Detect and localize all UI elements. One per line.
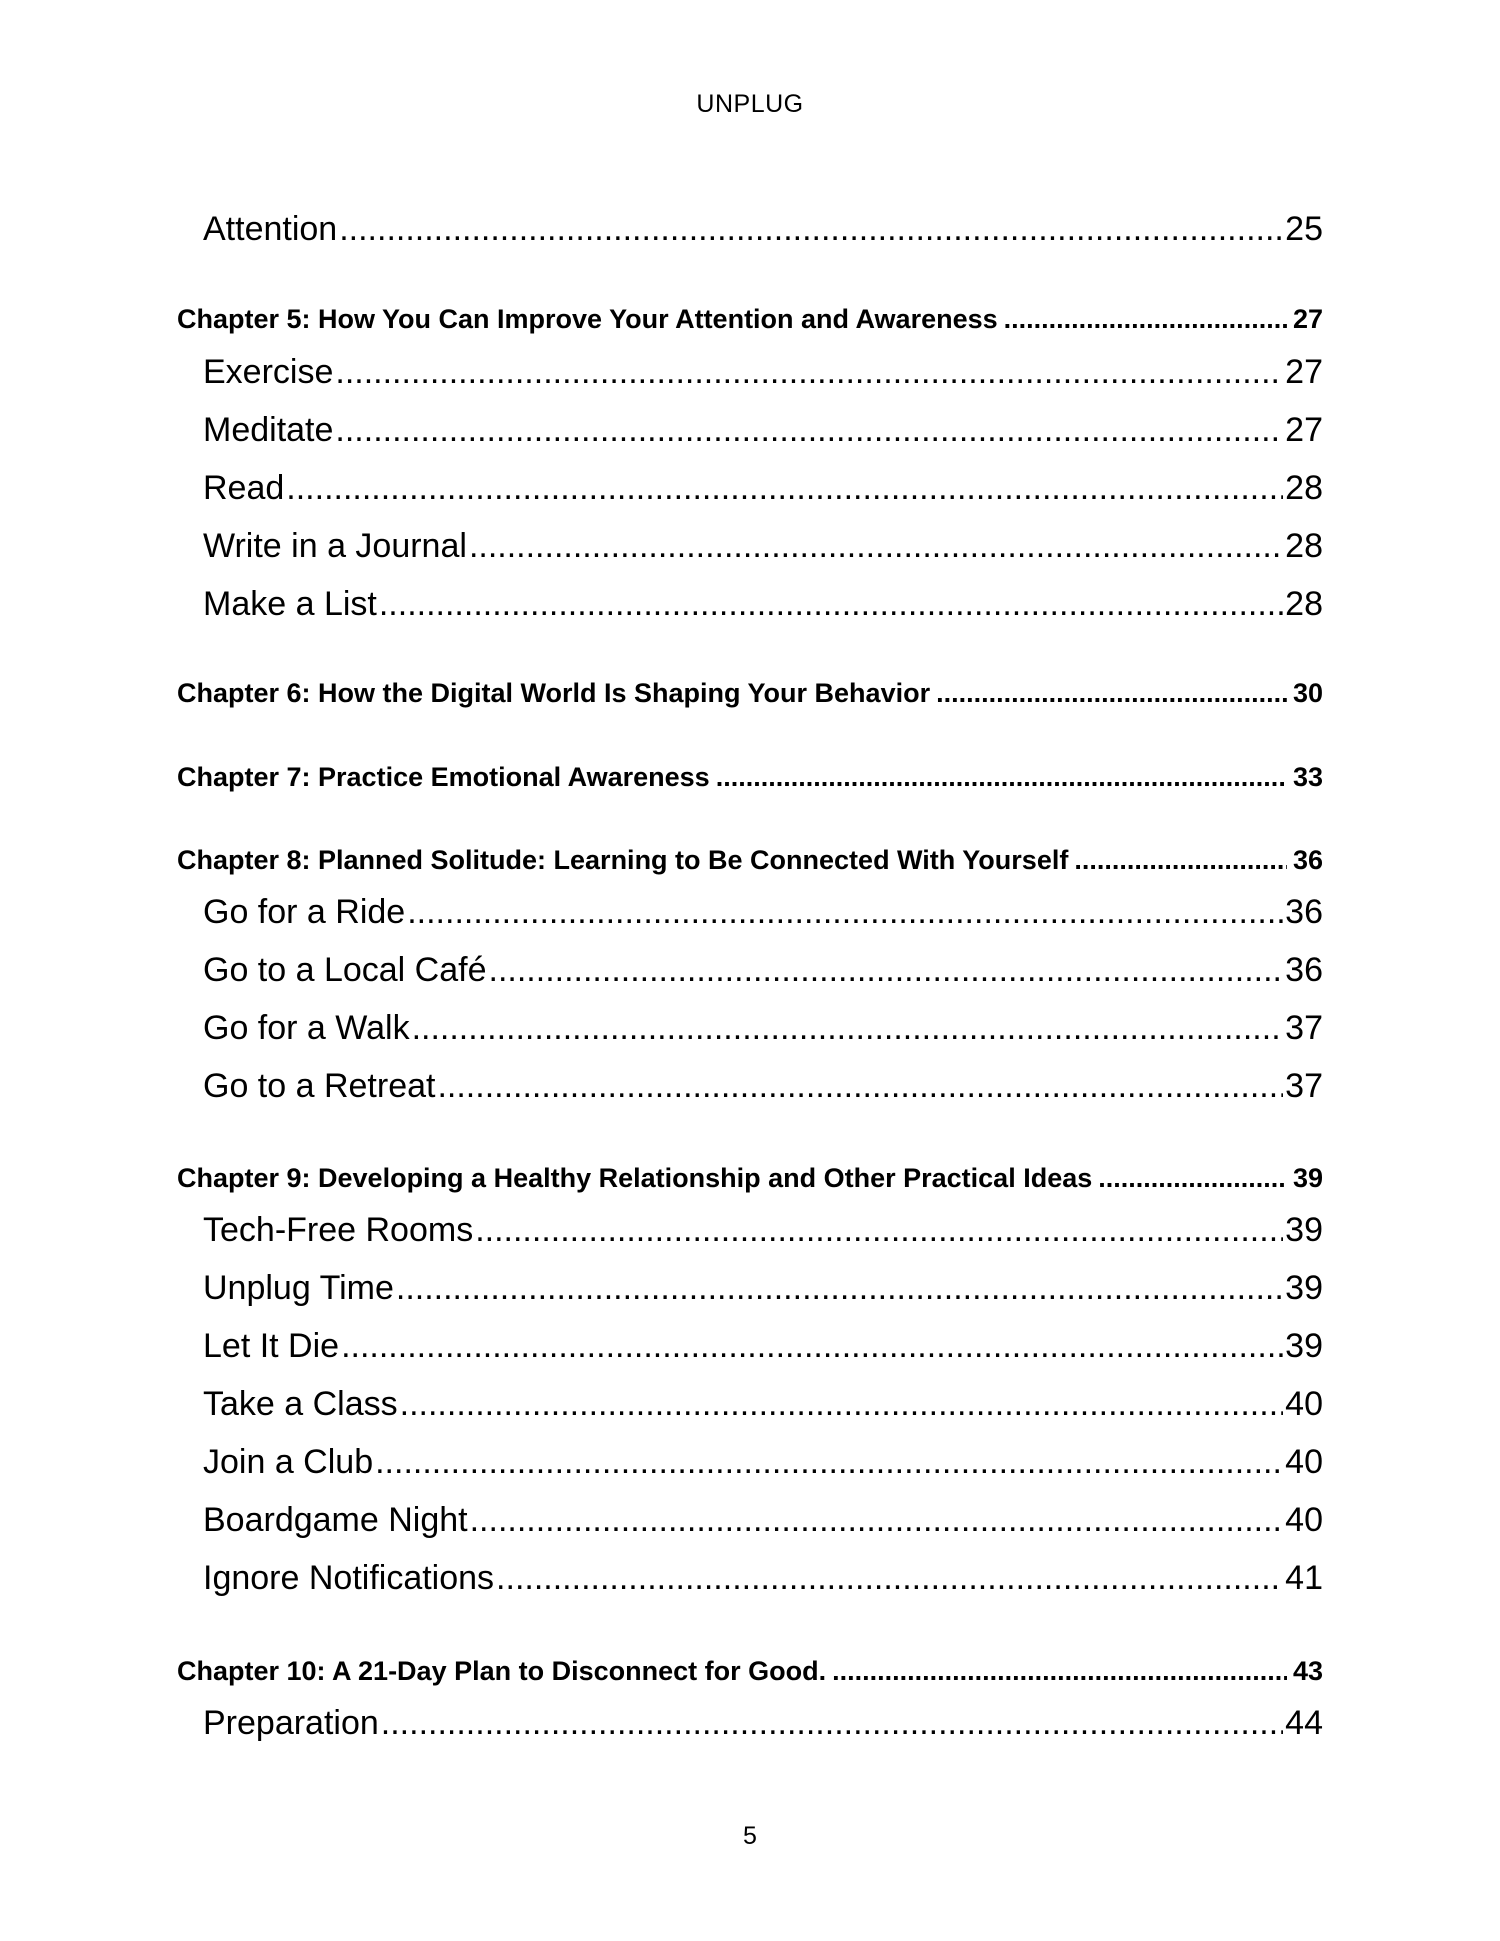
toc-entry-title: Chapter 10: A 21-Day Plan to Disconnect for Good. [177,1656,827,1686]
toc-entry-page: 28 [1285,527,1323,565]
toc-entry-title: Go to a Local Café [203,951,487,989]
page-number: 5 [743,1822,757,1850]
toc-entry-title: Go for a Walk [203,1009,410,1047]
toc-entry-title: Make a List [203,585,377,623]
toc-entry-page: 37 [1285,1067,1323,1105]
dot-leader [335,353,1283,392]
toc-entry-page: 36 [1285,893,1323,931]
toc-entry-title: Chapter 9: Developing a Healthy Relationship and Other Practical Ideas [177,1163,1093,1193]
toc-entry-page: 39 [1292,1163,1323,1193]
toc-chapter-entry [177,762,1323,793]
toc-chapter-entry [177,304,1323,335]
toc-entry [203,210,1323,249]
dot-leader [400,1385,1284,1424]
toc-entry-title: Go for a Ride [203,893,406,931]
toc-chapter-entry [177,1656,1323,1687]
dot-leader [470,1501,1284,1540]
dot-leader [475,1211,1283,1250]
toc-entry [203,1009,1323,1048]
toc-entry [203,1704,1323,1743]
dot-leader [335,411,1283,450]
toc-entry [203,1327,1323,1366]
toc-entry-title: Attention [203,210,338,248]
toc-entry-title: Go to a Retreat [203,1067,436,1105]
toc-entry [203,951,1323,990]
dot-leader [832,1656,1287,1687]
dot-leader [469,527,1283,566]
toc-entry-title: Preparation [203,1704,379,1742]
toc-entry-page: 27 [1285,411,1323,449]
toc-entry-page: 28 [1285,585,1323,623]
toc-entry [203,1501,1323,1540]
toc-entry [203,893,1323,932]
dot-leader [1074,845,1287,876]
toc-entry-page: 27 [1285,353,1323,391]
dot-leader [716,762,1287,793]
toc-entry-title: Take a Class [203,1385,398,1423]
toc-entry-title: Boardgame Night [203,1501,468,1539]
toc-entry-title: Join a Club [203,1443,374,1481]
toc-entry [203,411,1323,450]
toc-chapter-entry [177,1163,1323,1194]
toc-entry [203,1443,1323,1482]
dot-leader [339,210,1283,249]
dot-leader [489,951,1284,990]
toc-chapter-entry [177,678,1323,709]
toc-entry [203,1211,1323,1250]
dot-leader [936,678,1287,709]
toc-entry-title: Read [203,469,285,507]
dot-leader [379,585,1283,624]
toc-entry [203,353,1323,392]
toc-entry-page: 33 [1292,762,1323,792]
toc-entry-page: 39 [1285,1269,1323,1307]
toc-entry-title: Unplug Time [203,1269,394,1307]
dot-leader [412,1009,1284,1048]
toc-entry-title: Chapter 6: How the Digital World Is Shaping Your Behavior [177,678,931,708]
toc-entry-page: 36 [1292,845,1323,875]
toc-entry-page: 44 [1285,1704,1323,1742]
toc-entry-page: 27 [1292,304,1323,334]
toc-entry [203,469,1323,508]
running-header: UNPLUG [696,90,804,118]
dot-leader [341,1327,1283,1366]
dot-leader [1004,304,1287,335]
toc-entry-page: 25 [1285,210,1323,248]
toc-entry-page: 36 [1285,951,1323,989]
toc-entry-title: Ignore Notifications [203,1559,495,1597]
dot-leader [396,1269,1283,1308]
toc-entry-page: 37 [1285,1009,1323,1047]
dot-leader [407,893,1283,932]
toc-entry-title: Chapter 7: Practice Emotional Awareness [177,762,710,792]
toc-entry [203,1269,1323,1308]
dot-leader [1098,1163,1287,1194]
toc-entry [203,527,1323,566]
dot-leader [375,1443,1283,1482]
toc-entry [203,1385,1323,1424]
toc-entry-page: 40 [1285,1443,1323,1481]
toc-entry-page: 41 [1285,1559,1323,1597]
toc-entry-page: 28 [1285,469,1323,507]
dot-leader [286,469,1283,508]
toc-entry-title: Exercise [203,353,334,391]
toc-entry-title: Tech-Free Rooms [203,1211,474,1249]
dot-leader [437,1067,1283,1106]
toc-entry-page: 40 [1285,1385,1323,1423]
toc-entry-title: Chapter 8: Planned Solitude: Learning to Be Connected With Yourself [177,845,1069,875]
toc-entry-title: Meditate [203,411,334,449]
toc-entry-page: 43 [1292,1656,1323,1686]
toc-entry-title: Write in a Journal [203,527,467,565]
toc-entry-page: 40 [1285,1501,1323,1539]
dot-leader [381,1704,1283,1743]
toc-entry-page: 39 [1285,1211,1323,1249]
toc-entry-page: 39 [1285,1327,1323,1365]
toc-entry-page: 30 [1292,678,1323,708]
toc-entry [203,1067,1323,1106]
dot-leader [496,1559,1283,1598]
toc-entry-title: Chapter 5: How You Can Improve Your Attention and Awareness [177,304,998,334]
toc-chapter-entry [177,845,1323,876]
toc-entry-title: Let It Die [203,1327,340,1365]
toc-entry [203,585,1323,624]
toc-entry [203,1559,1323,1598]
